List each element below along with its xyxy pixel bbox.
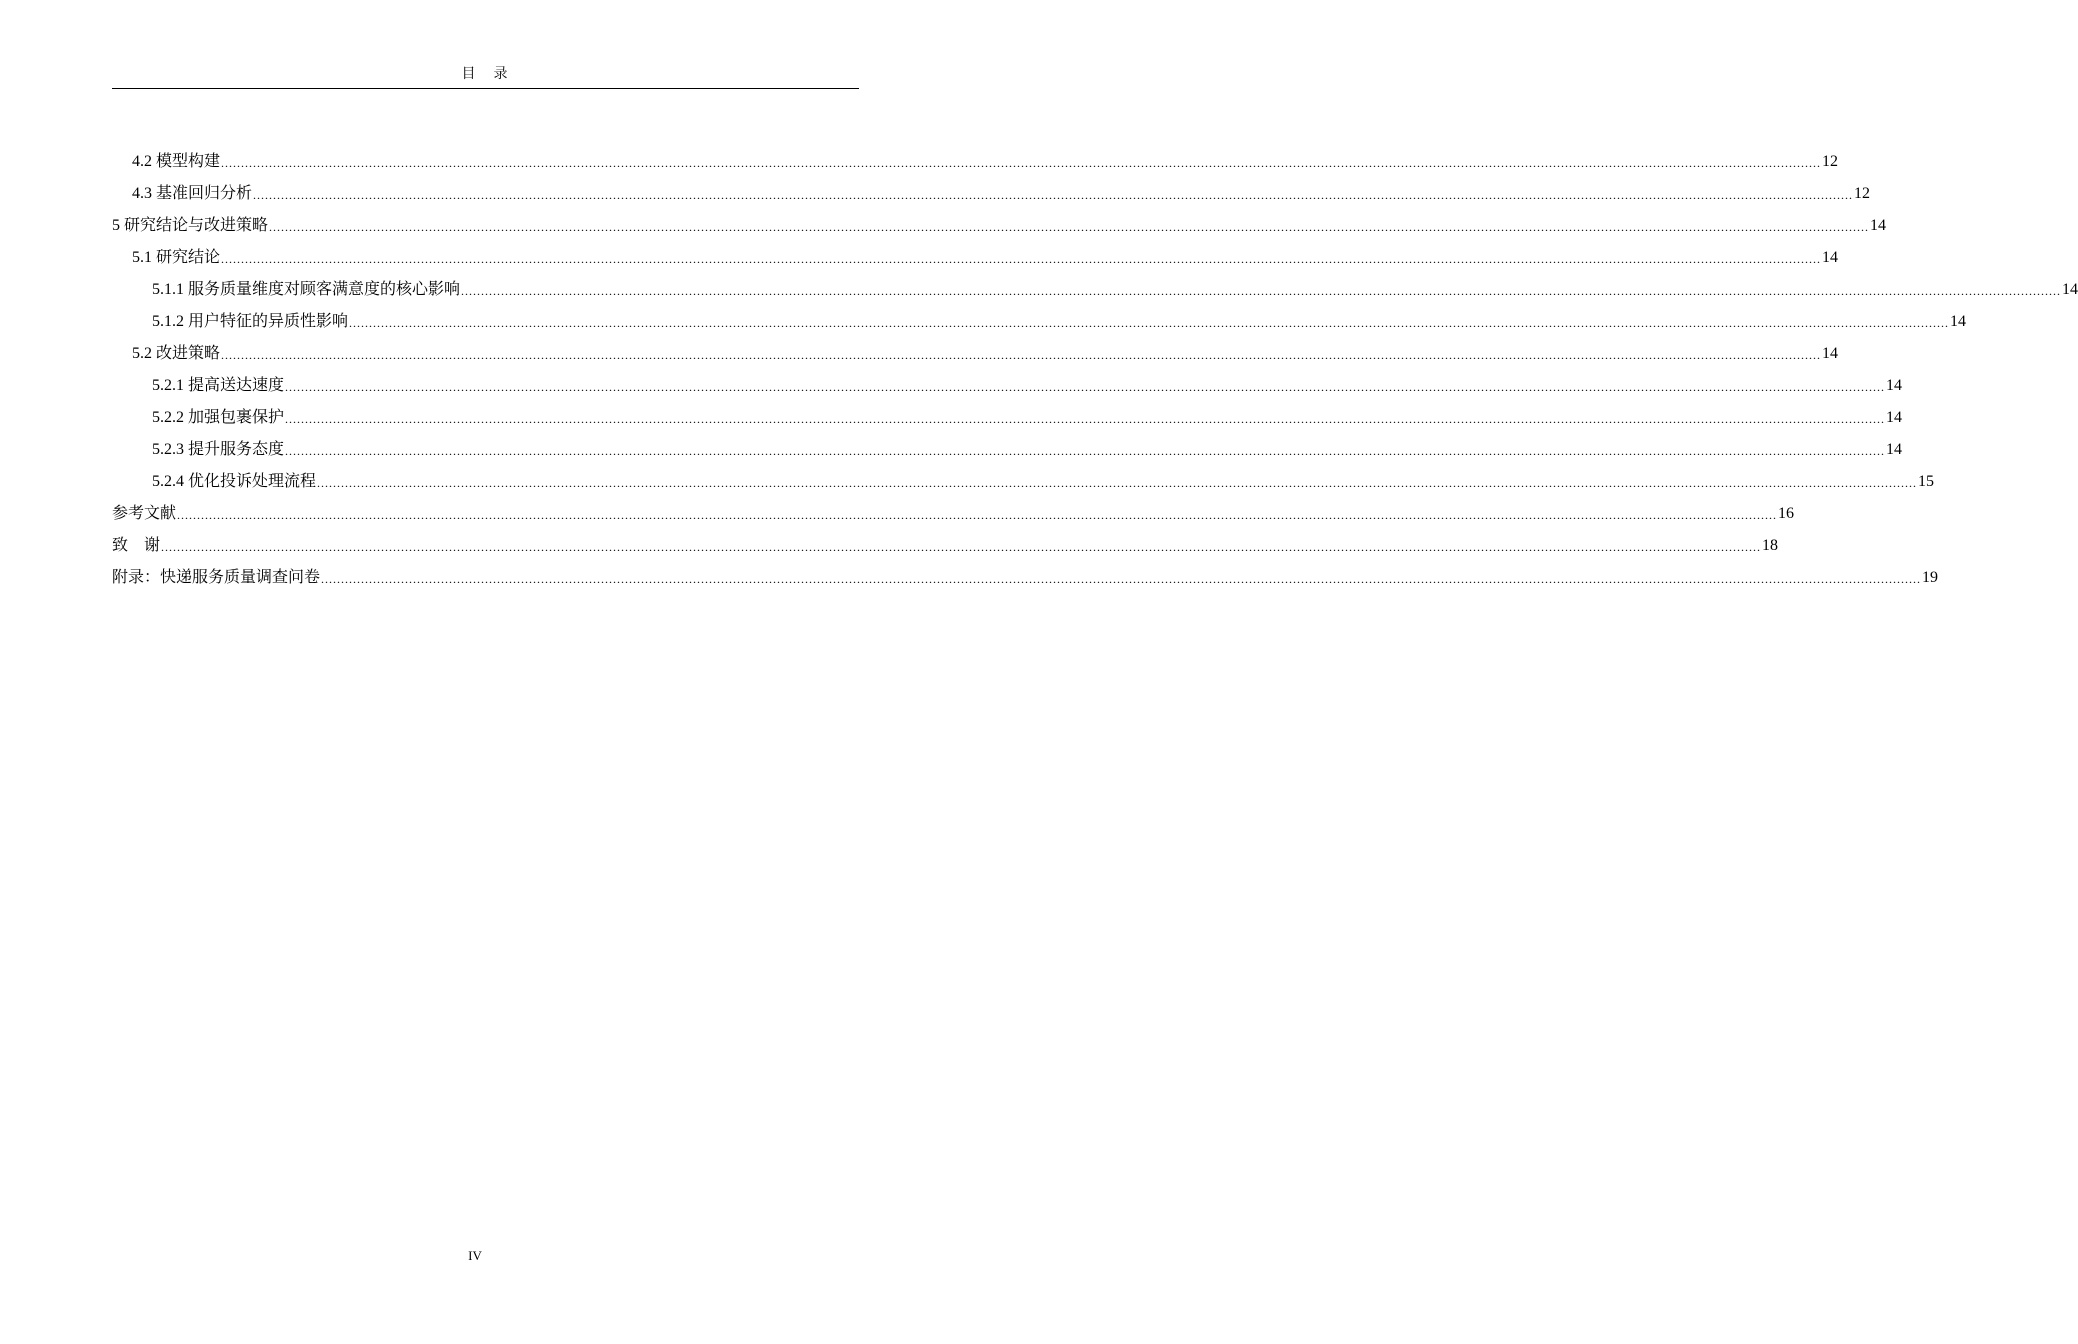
toc-entry-page: 14 [1886,409,1903,426]
toc-entry-title: 致 谢 [112,537,161,554]
toc-entry-page: 14 [2062,281,2078,298]
toc-entry[interactable] [112,206,1887,238]
toc-entry[interactable] [112,494,1795,526]
toc-entry-page: 14 [1886,441,1903,458]
toc-entry-title: 4.2 模型构建 [132,153,221,170]
dot-leader: ................................................................................................................................................................................................................................................................................................................................................................................................................ [317,476,1918,490]
dot-leader: ................................................................................................................................................................................................................................................................................................................................................................................................................ [285,412,1886,426]
toc-entry[interactable] [112,430,1903,462]
dot-leader: ................................................................................................................................................................................................................................................................................................................................................................................................................ [269,220,1870,234]
page-number: IV [468,1248,482,1263]
toc-entry[interactable] [112,334,1839,366]
toc-entry-title: 5.1.1 服务质量维度对顾客满意度的核心影响 [152,281,461,298]
dot-leader: ................................................................................................................................................................................................................................................................................................................................................................................................................ [221,348,1822,362]
toc-entry-title: 5 研究结论与改进策略 [112,217,269,234]
toc-entry[interactable] [112,558,1939,590]
dot-leader: ................................................................................................................................................................................................................................................................................................................................................................................................................ [321,572,1922,586]
toc-entry-title: 5.2.4 优化投诉处理流程 [152,473,317,490]
toc-entry-title: 4.3 基准回归分析 [132,185,253,202]
toc-entry-page: 16 [1778,505,1795,522]
dot-leader: ................................................................................................................................................................................................................................................................................................................................................................................................................ [285,380,1886,394]
dot-leader: ................................................................................................................................................................................................................................................................................................................................................................................................................ [285,444,1886,458]
toc-entry-page: 14 [1950,313,1967,330]
toc-entry-title: 参考文献 [112,505,177,522]
toc-entry-page: 19 [1922,569,1939,586]
toc-entry[interactable] [112,526,1779,558]
toc-entry-page: 12 [1822,153,1839,170]
toc-entry-page: 14 [1822,249,1839,266]
running-header-title: 目 录 [461,67,510,82]
dot-leader: ................................................................................................................................................................................................................................................................................................................................................................................................................ [161,540,1762,554]
toc-entry-title: 5.1 研究结论 [132,249,221,266]
dot-leader: ................................................................................................................................................................................................................................................................................................................................................................................................................ [221,252,1822,266]
toc-entry[interactable] [112,142,1839,174]
toc-entry-page: 18 [1762,537,1779,554]
toc-entry-title: 附录：快递服务质量调查问卷 [112,569,321,586]
toc-entry[interactable] [112,366,1903,398]
toc-entry[interactable] [112,174,1871,206]
toc-entry[interactable] [112,238,1839,270]
toc-entry[interactable] [112,270,2078,302]
dot-leader: ................................................................................................................................................................................................................................................................................................................................................................................................................ [349,316,1950,330]
toc-entry[interactable] [112,462,1935,494]
toc-entry-title: 5.2.2 加强包裹保护 [152,409,285,426]
toc-entry-title: 5.2.3 提升服务态度 [152,441,285,458]
dot-leader: ................................................................................................................................................................................................................................................................................................................................................................................................................ [461,284,2062,298]
dot-leader: ................................................................................................................................................................................................................................................................................................................................................................................................................ [177,508,1778,522]
toc-entry-page: 14 [1886,377,1903,394]
dot-leader: ................................................................................................................................................................................................................................................................................................................................................................................................................ [253,188,1854,202]
toc-entry-page: 14 [1870,217,1887,234]
toc-entry-page: 15 [1918,473,1935,490]
table-of-contents [112,142,2078,590]
dot-leader: ................................................................................................................................................................................................................................................................................................................................................................................................................ [221,156,1822,170]
toc-entry-page: 14 [1822,345,1839,362]
toc-entry-title: 5.2 改进策略 [132,345,221,362]
toc-entry[interactable] [112,398,1903,430]
toc-entry-title: 5.1.2 用户特征的异质性影响 [152,313,349,330]
toc-entry-title: 5.2.1 提高送达速度 [152,377,285,394]
running-header [112,64,859,89]
toc-entry-page: 12 [1854,185,1871,202]
toc-entry[interactable] [112,302,1967,334]
